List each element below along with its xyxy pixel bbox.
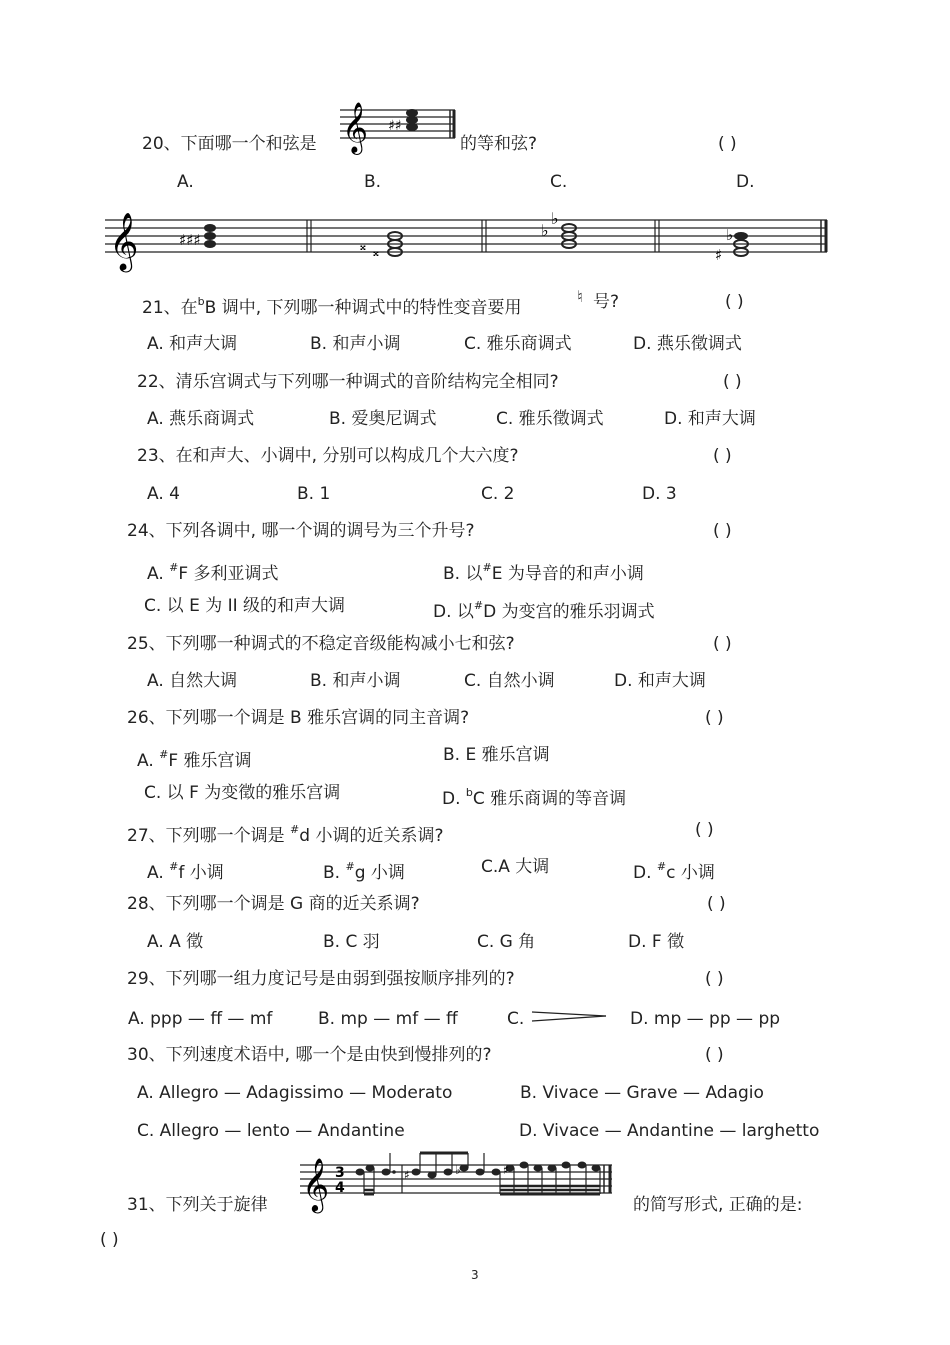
q25-opt-d: D. 和声大调 (614, 671, 706, 691)
q24-opt-d: D. 以#D 为变宫的雅乐羽调式 (433, 599, 655, 622)
q21-opt-a: A. 和声大调 (147, 334, 238, 354)
q26-question: 26、下列哪一个调是 B 雅乐宫调的同主音调? (127, 708, 470, 728)
q21-opt-c: C. 雅乐商调式 (464, 334, 572, 354)
q30-opt-a: A. Allegro — Adagissimo — Moderato (137, 1083, 453, 1103)
q31-melody-staff (300, 1150, 615, 1220)
q21-opt-b: B. 和声小调 (310, 334, 401, 354)
q21-paren: ( ) (725, 292, 744, 312)
q27-opt-c: C.A 大调 (481, 857, 550, 877)
svg-text:♯: ♯ (715, 246, 723, 264)
q25-opt-b: B. 和声小调 (310, 671, 401, 691)
svg-text:♭: ♭ (551, 209, 559, 228)
q23-paren: ( ) (713, 446, 732, 466)
q26-opt-d: D. $^b$C 雅乐商调的等音调 (442, 786, 627, 809)
q27-opt-d: D. #c 小调 (633, 860, 715, 883)
q23-opt-d: D. 3 (642, 484, 677, 504)
svg-text:♯: ♯ (404, 1168, 410, 1182)
q20-options-staff (105, 200, 830, 270)
q20-opt-a: A. (177, 172, 194, 192)
q27-question: 27、下列哪一个调是 #d 小调的近关系调? (127, 823, 444, 846)
q30-opt-b: B. Vivace — Grave — Adagio (520, 1083, 764, 1103)
q25-opt-c: C. 自然小调 (464, 671, 555, 691)
q25-opt-a: A. 自然大调 (147, 671, 238, 691)
q30-question: 30、下列速度术语中, 哪一个是由快到慢排列的? (127, 1045, 492, 1065)
svg-text:♯♯♯: ♯♯♯ (179, 231, 201, 249)
q27-paren: ( ) (695, 820, 714, 840)
svg-text:♯♯: ♯♯ (388, 118, 402, 134)
q23-opt-a: A. 4 (147, 484, 180, 504)
treble-clef-icon: 𝄞 (342, 102, 369, 153)
q22-opt-d: D. 和声大调 (664, 409, 756, 429)
treble-clef-icon: 𝄞 (109, 212, 139, 270)
svg-text:♯: ♯ (503, 1163, 509, 1177)
q29-opt-d: D. mp — pp — pp (630, 1009, 781, 1029)
q20-text-b: 的等和弦? (460, 134, 538, 154)
q26-paren: ( ) (705, 708, 724, 728)
q21-text-c: 号? (593, 292, 620, 312)
q30-paren: ( ) (705, 1045, 724, 1065)
q23-opt-b: B. 1 (297, 484, 331, 504)
q28-question: 28、下列哪一个调是 G 商的近关系调? (127, 894, 420, 914)
q28-opt-b: B. C 羽 (323, 932, 380, 952)
q25-paren: ( ) (713, 634, 732, 654)
q29-opt-c: C. (507, 1009, 525, 1029)
q27-opt-b: B. #g 小调 (323, 860, 405, 883)
q21-opt-d: D. 燕乐徵调式 (633, 334, 742, 354)
q24-opt-c: C. 以 E 为 II 级的和声大调 (144, 596, 346, 616)
q22-paren: ( ) (723, 372, 742, 392)
q26-opt-b: B. E 雅乐宫调 (443, 745, 550, 765)
q22-opt-b: B. 爱奥尼调式 (329, 409, 437, 429)
q22-opt-c: C. 雅乐徵调式 (496, 409, 604, 429)
svg-text:𝄪: 𝄪 (360, 239, 366, 254)
q29-opt-b: B. mp — mf — ff (318, 1009, 458, 1029)
q31-text-a: 31、下列关于旋律 (127, 1195, 268, 1215)
q22-opt-a: A. 燕乐商调式 (147, 409, 255, 429)
q24-paren: ( ) (713, 521, 732, 541)
q28-opt-d: D. F 徵 (628, 932, 685, 952)
q24-opt-a: A. #F 多利亚调式 (147, 561, 279, 584)
q20-opt-d: D. (736, 172, 755, 192)
decrescendo-hairpin-icon (532, 1010, 608, 1024)
svg-text:♭: ♭ (726, 226, 734, 244)
q20-opt-c: C. (550, 172, 568, 192)
q28-opt-a: A. A 徵 (147, 932, 204, 952)
q23-opt-c: C. 2 (481, 484, 515, 504)
q20-chord-staff (340, 95, 460, 155)
q27-opt-a: A. #f 小调 (147, 860, 224, 883)
q23-question: 23、在和声大、小调中, 分别可以构成几个大六度? (137, 446, 519, 466)
q24-opt-b: B. 以#E 为导音的和声小调 (443, 561, 644, 584)
q26-opt-c: C. 以 F 为变徵的雅乐宫调 (144, 783, 341, 803)
q21-question: 21、在$^b$B 调中, 下列哪一种调式中的特性变音要用 (142, 295, 522, 318)
q31-paren: ( ) (100, 1230, 119, 1250)
q25-question: 25、下列哪一种调式的不稳定音级能构减小七和弦? (127, 634, 515, 654)
svg-text:3: 3 (335, 1165, 345, 1181)
q20-paren: ( ) (718, 134, 737, 154)
q22-question: 22、清乐宫调式与下列哪一种调式的音阶结构完全相同? (137, 372, 559, 392)
q30-opt-c: C. Allegro — lento — Andantine (137, 1121, 405, 1141)
q24-question: 24、下列各调中, 哪一个调的调号为三个升号? (127, 521, 475, 541)
q28-opt-c: C. G 角 (477, 932, 536, 952)
svg-text:♭: ♭ (455, 1163, 461, 1177)
q20-text-a: 20、下面哪一个和弦是 (142, 134, 317, 154)
natural-sign-icon: ♮ (577, 287, 583, 306)
svg-text:4: 4 (335, 1180, 345, 1196)
q29-opt-a: A. ppp — ff — mf (128, 1009, 273, 1029)
q28-paren: ( ) (707, 894, 726, 914)
svg-text:𝄪: 𝄪 (373, 245, 379, 260)
q20-opt-b: B. (364, 172, 382, 192)
q31-text-b: 的简写形式, 正确的是: (633, 1195, 803, 1215)
q30-opt-d: D. Vivace — Andantine — larghetto (519, 1121, 820, 1141)
q26-opt-a: A. #F 雅乐宫调 (137, 748, 252, 771)
page-number: 3 (471, 1268, 479, 1282)
q29-question: 29、下列哪一组力度记号是由弱到强按顺序排列的? (127, 969, 515, 989)
svg-text:♭: ♭ (541, 221, 549, 240)
treble-clef-icon: 𝄞 (302, 1157, 330, 1211)
q29-paren: ( ) (705, 969, 724, 989)
